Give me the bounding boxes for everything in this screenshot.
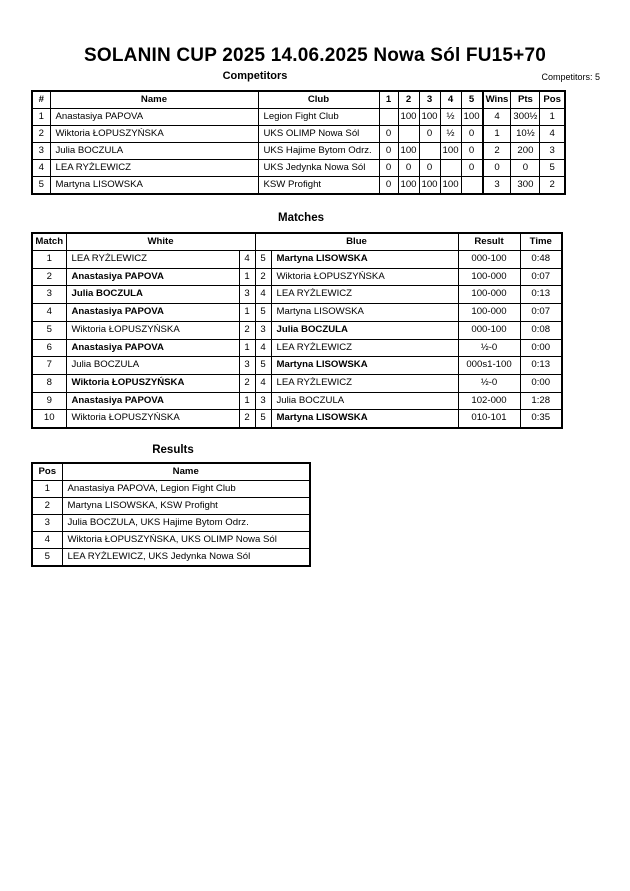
match-result: ½-0	[458, 374, 520, 392]
result-name: Julia BOCZULA, UKS Hajime Bytom Odrz.	[62, 515, 310, 532]
competitors-heading: Competitors	[222, 70, 288, 82]
white-competitor-number: 2	[239, 410, 255, 428]
result-position: 5	[32, 549, 62, 567]
results-header-row	[32, 463, 310, 481]
score-vs-4: ½	[440, 126, 461, 143]
score-vs-5: 0	[461, 143, 483, 160]
white-competitor-number: 2	[239, 321, 255, 339]
white-competitor-number: 3	[239, 357, 255, 375]
competitor-points: 0	[511, 160, 540, 177]
competitor-number: 5	[32, 177, 50, 195]
match-number: 6	[32, 339, 66, 357]
competitor-number: 3	[32, 143, 50, 160]
white-competitor: Julia BOCZULA	[66, 357, 239, 375]
col-header-wins: Wins	[483, 91, 511, 109]
col-header-r2: 2	[398, 91, 419, 109]
col-header-r1: 1	[379, 91, 398, 109]
matches-header-row	[32, 233, 562, 251]
score-vs-2: 0	[398, 160, 419, 177]
score-vs-1: 0	[379, 160, 398, 177]
competitor-wins: 0	[483, 160, 511, 177]
match-row	[32, 410, 562, 428]
blue-competitor-number: 5	[255, 304, 271, 322]
col-header-name: Name	[50, 91, 258, 109]
competitor-wins: 2	[483, 143, 511, 160]
match-row	[32, 286, 562, 304]
competitor-name: Anastasiya PAPOVA	[50, 109, 258, 126]
competitor-number: 2	[32, 126, 50, 143]
result-name: Martyna LISOWSKA, KSW Profight	[62, 498, 310, 515]
col-header-name: Name	[62, 463, 310, 481]
col-header-blue: Blue	[255, 233, 458, 251]
match-time: 0:07	[520, 268, 562, 286]
blue-competitor-number: 4	[255, 374, 271, 392]
match-row	[32, 304, 562, 322]
competitor-position: 1	[540, 109, 565, 126]
col-header-result: Result	[458, 233, 520, 251]
blue-competitor: Martyna LISOWSKA	[271, 410, 458, 428]
match-result: ½-0	[458, 339, 520, 357]
result-name: Anastasiya PAPOVA, Legion Fight Club	[62, 481, 310, 498]
result-position: 4	[32, 532, 62, 549]
white-competitor-number: 3	[239, 286, 255, 304]
competitor-position: 4	[540, 126, 565, 143]
match-result: 100-000	[458, 304, 520, 322]
blue-competitor: Wiktoria ŁOPUSZYŃSKA	[271, 268, 458, 286]
white-competitor-number: 1	[239, 304, 255, 322]
col-header-r4: 4	[440, 91, 461, 109]
match-number: 8	[32, 374, 66, 392]
white-competitor: Anastasiya PAPOVA	[66, 268, 239, 286]
competitor-row	[32, 126, 565, 143]
col-header-white: White	[66, 233, 255, 251]
results-table	[31, 462, 311, 567]
blue-competitor: LEA RYŻLEWICZ	[271, 339, 458, 357]
score-vs-3: 0	[419, 160, 440, 177]
white-competitor: Anastasiya PAPOVA	[66, 304, 239, 322]
competitor-position: 5	[540, 160, 565, 177]
matches-heading: Matches	[277, 212, 325, 224]
competitor-club: UKS Hajime Bytom Odrz.	[258, 143, 379, 160]
blue-competitor-number: 5	[255, 410, 271, 428]
score-vs-3	[419, 143, 440, 160]
competitor-row	[32, 143, 565, 160]
white-competitor-number: 4	[239, 251, 255, 269]
match-number: 4	[32, 304, 66, 322]
match-time: 1:28	[520, 392, 562, 410]
score-vs-1: 0	[379, 126, 398, 143]
competitor-name: Martyna LISOWSKA	[50, 177, 258, 195]
competitor-row	[32, 177, 565, 195]
match-number: 9	[32, 392, 66, 410]
match-row	[32, 339, 562, 357]
match-time: 0:35	[520, 410, 562, 428]
white-competitor: Anastasiya PAPOVA	[66, 392, 239, 410]
result-position: 2	[32, 498, 62, 515]
col-header-club: Club	[258, 91, 379, 109]
match-time: 0:07	[520, 304, 562, 322]
competitor-row	[32, 109, 565, 126]
result-name: Wiktoria ŁOPUSZYŃSKA, UKS OLIMP Nowa Sól	[62, 532, 310, 549]
competitor-name: Julia BOCZULA	[50, 143, 258, 160]
result-row	[32, 532, 310, 549]
white-competitor-number: 1	[239, 268, 255, 286]
match-time: 0:48	[520, 251, 562, 269]
score-vs-2	[398, 126, 419, 143]
white-competitor-number: 2	[239, 374, 255, 392]
match-time: 0:13	[520, 357, 562, 375]
match-number: 1	[32, 251, 66, 269]
result-row	[32, 515, 310, 532]
score-vs-1: 0	[379, 143, 398, 160]
result-row	[32, 498, 310, 515]
blue-competitor: Martyna LISOWSKA	[271, 304, 458, 322]
competitor-wins: 3	[483, 177, 511, 195]
score-vs-3: 100	[419, 177, 440, 195]
competitors-count: Competitors: 5	[541, 72, 600, 82]
competitor-number: 4	[32, 160, 50, 177]
match-number: 5	[32, 321, 66, 339]
results-heading: Results	[152, 444, 194, 456]
blue-competitor-number: 4	[255, 286, 271, 304]
white-competitor-number: 1	[239, 392, 255, 410]
competitor-wins: 1	[483, 126, 511, 143]
blue-competitor: Julia BOCZULA	[271, 392, 458, 410]
score-vs-4: ½	[440, 109, 461, 126]
result-position: 1	[32, 481, 62, 498]
competitor-club: UKS Jedynka Nowa Sól	[258, 160, 379, 177]
competitor-wins: 4	[483, 109, 511, 126]
col-header-pts: Pts	[511, 91, 540, 109]
match-row	[32, 392, 562, 410]
match-result: 102-000	[458, 392, 520, 410]
competitors-header-row	[32, 91, 565, 109]
match-row	[32, 268, 562, 286]
col-header-r3: 3	[419, 91, 440, 109]
match-time: 0:00	[520, 374, 562, 392]
match-time: 0:00	[520, 339, 562, 357]
competitor-points: 300½	[511, 109, 540, 126]
result-name: LEA RYŻLEWICZ, UKS Jedynka Nowa Sól	[62, 549, 310, 567]
col-header-time: Time	[520, 233, 562, 251]
score-vs-5: 100	[461, 109, 483, 126]
score-vs-4: 100	[440, 177, 461, 195]
competitor-row	[32, 160, 565, 177]
blue-competitor: LEA RYŻLEWICZ	[271, 374, 458, 392]
col-header-pos: Pos	[32, 463, 62, 481]
competitor-name: Wiktoria ŁOPUSZYŃSKA	[50, 126, 258, 143]
match-row	[32, 321, 562, 339]
blue-competitor-number: 5	[255, 251, 271, 269]
blue-competitor-number: 2	[255, 268, 271, 286]
col-header-r5: 5	[461, 91, 483, 109]
white-competitor: Wiktoria ŁOPUSZYŃSKA	[66, 374, 239, 392]
score-vs-3: 0	[419, 126, 440, 143]
score-vs-4	[440, 160, 461, 177]
competitors-table	[31, 90, 566, 195]
score-vs-1: 0	[379, 177, 398, 195]
result-row	[32, 481, 310, 498]
white-competitor-number: 1	[239, 339, 255, 357]
blue-competitor: Martyna LISOWSKA	[271, 357, 458, 375]
score-vs-4: 100	[440, 143, 461, 160]
score-vs-5: 0	[461, 160, 483, 177]
competitor-club: Legion Fight Club	[258, 109, 379, 126]
score-vs-2: 100	[398, 177, 419, 195]
competitor-number: 1	[32, 109, 50, 126]
score-vs-5: 0	[461, 126, 483, 143]
competitor-club: UKS OLIMP Nowa Sól	[258, 126, 379, 143]
white-competitor: Wiktoria ŁOPUSZYŃSKA	[66, 321, 239, 339]
match-row	[32, 374, 562, 392]
competitor-points: 200	[511, 143, 540, 160]
blue-competitor-number: 4	[255, 339, 271, 357]
competitor-position: 2	[540, 177, 565, 195]
page-title: SOLANIN CUP 2025 14.06.2025 Nowa Sól FU15+70	[83, 45, 547, 66]
col-header-pos: Pos	[540, 91, 565, 109]
match-row	[32, 357, 562, 375]
score-vs-1	[379, 109, 398, 126]
blue-competitor: Julia BOCZULA	[271, 321, 458, 339]
blue-competitor-number: 3	[255, 392, 271, 410]
match-result: 010-101	[458, 410, 520, 428]
white-competitor: Anastasiya PAPOVA	[66, 339, 239, 357]
match-result: 000-100	[458, 251, 520, 269]
match-result: 000s1-100	[458, 357, 520, 375]
match-time: 0:08	[520, 321, 562, 339]
match-number: 10	[32, 410, 66, 428]
score-vs-3: 100	[419, 109, 440, 126]
competitor-name: LEA RYŻLEWICZ	[50, 160, 258, 177]
white-competitor: LEA RYŻLEWICZ	[66, 251, 239, 269]
match-result: 000-100	[458, 321, 520, 339]
blue-competitor: LEA RYŻLEWICZ	[271, 286, 458, 304]
blue-competitor: Martyna LISOWSKA	[271, 251, 458, 269]
result-position: 3	[32, 515, 62, 532]
white-competitor: Wiktoria ŁOPUSZYŃSKA	[66, 410, 239, 428]
match-number: 2	[32, 268, 66, 286]
competitor-club: KSW Profight	[258, 177, 379, 195]
match-number: 3	[32, 286, 66, 304]
competitor-position: 3	[540, 143, 565, 160]
match-number: 7	[32, 357, 66, 375]
blue-competitor-number: 5	[255, 357, 271, 375]
matches-table	[31, 232, 563, 429]
competitor-points: 10½	[511, 126, 540, 143]
match-time: 0:13	[520, 286, 562, 304]
blue-competitor-number: 3	[255, 321, 271, 339]
match-result: 100-000	[458, 286, 520, 304]
result-row	[32, 549, 310, 567]
competitor-points: 300	[511, 177, 540, 195]
col-header-number: #	[32, 91, 50, 109]
white-competitor: Julia BOCZULA	[66, 286, 239, 304]
score-vs-2: 100	[398, 143, 419, 160]
match-row	[32, 251, 562, 269]
col-header-match: Match	[32, 233, 66, 251]
score-vs-2: 100	[398, 109, 419, 126]
match-result: 100-000	[458, 268, 520, 286]
score-vs-5	[461, 177, 483, 195]
